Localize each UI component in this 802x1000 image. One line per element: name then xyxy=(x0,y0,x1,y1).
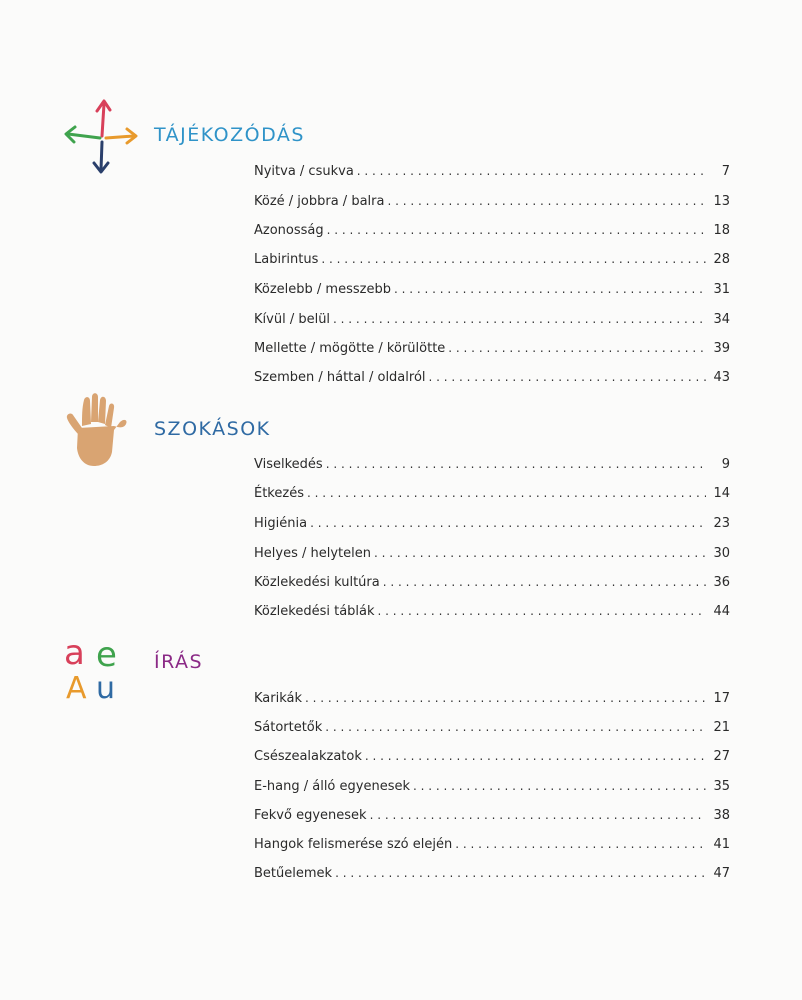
toc-entry-page: 36 xyxy=(713,575,730,590)
toc-entry-page: 23 xyxy=(713,516,730,531)
toc-entry-label: Betűelemek xyxy=(254,866,333,881)
toc-entry-page: 35 xyxy=(713,779,730,794)
dot-leader xyxy=(333,308,706,330)
toc-entry-page: 18 xyxy=(713,223,730,238)
toc-entry[interactable] xyxy=(254,482,730,504)
toc-entry-label: Közé / jobbra / balra xyxy=(254,194,385,209)
dot-leader xyxy=(321,248,706,270)
toc-entry[interactable] xyxy=(254,160,730,182)
toc-entry-page: 31 xyxy=(713,282,730,297)
toc-entry-page: 14 xyxy=(713,486,730,501)
toc-entry-label: Karikák xyxy=(254,691,303,706)
dot-leader xyxy=(325,716,706,738)
toc-entry[interactable] xyxy=(254,366,730,388)
arrows-compass-icon xyxy=(62,96,140,176)
toc-entry[interactable] xyxy=(254,190,730,212)
toc-entry[interactable] xyxy=(254,687,730,709)
toc-entry-page: 27 xyxy=(713,749,730,764)
toc-entry[interactable] xyxy=(254,600,730,622)
dot-leader xyxy=(455,833,706,855)
letters-icon xyxy=(62,636,134,702)
toc-entry-label: Mellette / mögötte / körülötte xyxy=(254,341,446,356)
toc-entry-label: Sátortetők xyxy=(254,720,323,735)
toc-entry[interactable] xyxy=(254,219,730,241)
toc-entry[interactable] xyxy=(254,833,730,855)
toc-entry[interactable] xyxy=(254,745,730,767)
toc-entry[interactable] xyxy=(254,571,730,593)
toc-entry-label: Közelebb / messzebb xyxy=(254,282,391,297)
dot-leader xyxy=(429,366,706,388)
toc-entry-label: Csészealakzatok xyxy=(254,749,362,764)
dot-leader xyxy=(326,453,706,475)
toc-entry[interactable] xyxy=(254,308,730,330)
section-title-orientation: TÁJÉKOZÓDÁS xyxy=(154,124,305,146)
dot-leader xyxy=(310,512,706,534)
toc-entry-label: Labirintus xyxy=(254,252,319,267)
icon-letter: e xyxy=(96,636,117,675)
toc-entry-page: 38 xyxy=(713,808,730,823)
toc-entry-page: 17 xyxy=(713,691,730,706)
dot-leader xyxy=(307,482,706,504)
section-title-writing: ÍRÁS xyxy=(154,651,204,673)
toc-entry-page: 47 xyxy=(713,866,730,881)
toc-entry[interactable] xyxy=(254,337,730,359)
dot-leader xyxy=(394,278,706,300)
dot-leader xyxy=(383,571,706,593)
dot-leader xyxy=(357,160,706,182)
toc-entry-page: 41 xyxy=(713,837,730,852)
toc-entry-label: E-hang / álló egyenesek xyxy=(254,779,410,794)
toc-entry[interactable] xyxy=(254,512,730,534)
dot-leader xyxy=(413,775,706,797)
dot-leader xyxy=(387,190,706,212)
toc-entry-label: Azonosság xyxy=(254,223,324,238)
dot-leader xyxy=(305,687,706,709)
toc-entry-label: Közlekedési táblák xyxy=(254,604,375,619)
icon-letter: A xyxy=(66,671,87,702)
toc-entry[interactable] xyxy=(254,862,730,884)
dot-leader xyxy=(365,745,706,767)
toc-entry-page: 7 xyxy=(721,164,730,179)
toc-entry[interactable] xyxy=(254,248,730,270)
toc-entry[interactable] xyxy=(254,453,730,475)
dot-leader xyxy=(327,219,706,241)
toc-entry[interactable] xyxy=(254,542,730,564)
toc-entry-label: Kívül / belül xyxy=(254,312,331,327)
toc-entry-label: Étkezés xyxy=(254,486,304,501)
toc-entry[interactable] xyxy=(254,278,730,300)
toc-entry-page: 21 xyxy=(713,720,730,735)
icon-letter: a xyxy=(64,636,85,673)
toc-entry-page: 9 xyxy=(721,457,730,472)
toc-entry-label: Közlekedési kultúra xyxy=(254,575,380,590)
dot-leader xyxy=(448,337,706,359)
toc-entry[interactable] xyxy=(254,804,730,826)
toc-entry-page: 13 xyxy=(713,194,730,209)
toc-entry-page: 39 xyxy=(713,341,730,356)
dot-leader xyxy=(378,600,706,622)
toc-entry-label: Fekvő egyenesek xyxy=(254,808,367,823)
section-title-habits: SZOKÁSOK xyxy=(154,418,271,440)
toc-entry-label: Helyes / helytelen xyxy=(254,546,371,561)
toc-entry[interactable] xyxy=(254,775,730,797)
toc-entry[interactable] xyxy=(254,716,730,738)
toc-entry-page: 30 xyxy=(713,546,730,561)
hand-icon xyxy=(64,392,130,468)
dot-leader xyxy=(374,542,706,564)
toc-entry-page: 34 xyxy=(713,312,730,327)
dot-leader xyxy=(335,862,706,884)
toc-entry-page: 43 xyxy=(713,370,730,385)
toc-entry-label: Szemben / háttal / oldalról xyxy=(254,370,426,385)
toc-entry-page: 44 xyxy=(713,604,730,619)
toc-entry-page: 28 xyxy=(713,252,730,267)
toc-entry-label: Viselkedés xyxy=(254,457,323,472)
toc-entry-label: Nyitva / csukva xyxy=(254,164,354,179)
dot-leader xyxy=(370,804,706,826)
toc-entry-label: Higiénia xyxy=(254,516,308,531)
icon-letter: u xyxy=(96,671,116,702)
toc-entry-label: Hangok felismerése szó elején xyxy=(254,837,453,852)
